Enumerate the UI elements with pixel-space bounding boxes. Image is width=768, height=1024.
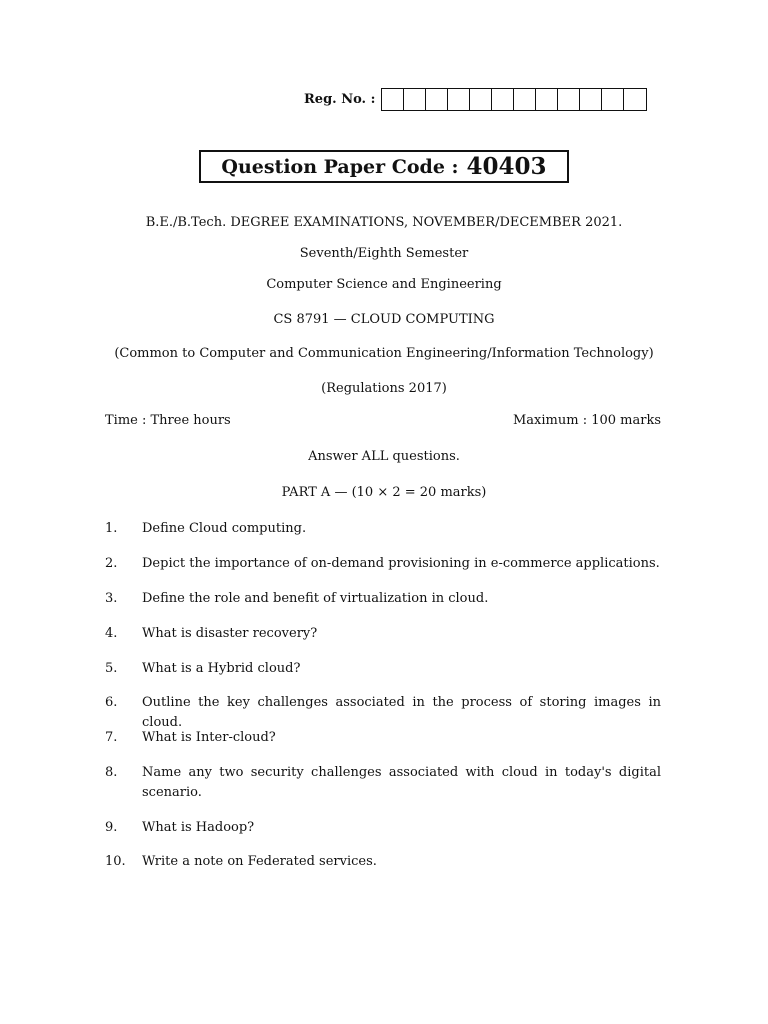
reg-no-digit-box [470, 89, 492, 110]
question-item [105, 659, 661, 679]
reg-no-row [304, 88, 647, 111]
question-item [105, 763, 661, 803]
question-item [105, 693, 661, 733]
question-item [105, 554, 661, 574]
common-to-line: (Common to Computer and Communication Engineering/Information Technology) [114, 346, 654, 361]
question-number: 2. [105, 556, 118, 571]
question-text: Write a note on Federated services. [142, 854, 377, 869]
question-number: 3. [105, 591, 118, 606]
degree-line: B.E./B.Tech. DEGREE EXAMINATIONS, NOVEMBER/DECEMBER 2021. [145, 215, 623, 230]
department-line: Computer Science and Engineering [266, 277, 502, 292]
question-number: 1. [105, 521, 118, 536]
instruction-line: Answer ALL questions. [308, 449, 460, 464]
max-marks-label: Maximum : 100 marks [512, 413, 661, 428]
reg-no-boxes [381, 88, 647, 111]
question-item [105, 624, 661, 644]
reg-no-digit-box [558, 89, 580, 110]
reg-no-digit-box [404, 89, 426, 110]
semester-line: Seventh/Eighth Semester [299, 246, 469, 261]
question-item [105, 852, 661, 872]
question-item [105, 519, 661, 539]
question-item [105, 818, 661, 838]
question-number: 10. [105, 854, 126, 869]
qpc-label: Question Paper Code : [221, 155, 459, 178]
reg-no-digit-box [602, 89, 624, 110]
question-number: 7. [105, 730, 118, 745]
reg-no-digit-box [382, 89, 404, 110]
question-item [105, 589, 661, 609]
reg-no-digit-box [536, 89, 558, 110]
reg-no-digit-box [624, 89, 646, 110]
question-number: 5. [105, 661, 118, 676]
reg-no-digit-box [426, 89, 448, 110]
question-text: Outline the key challenges associated in the process of storing images in cloud. [142, 695, 661, 730]
course-line: CS 8791 — CLOUD COMPUTING [273, 312, 495, 327]
question-number: 9. [105, 820, 118, 835]
question-text: What is disaster recovery? [142, 626, 318, 641]
time-marks-row [105, 413, 661, 428]
question-number: 4. [105, 626, 118, 641]
question-text: Define Cloud computing. [142, 521, 307, 536]
question-paper-code-box [199, 150, 569, 183]
reg-no-digit-box [580, 89, 602, 110]
question-number: 8. [105, 765, 118, 780]
question-text: What is Inter-cloud? [142, 730, 276, 745]
regulations-line: (Regulations 2017) [321, 381, 447, 396]
question-number: 6. [105, 695, 118, 710]
reg-no-digit-box [492, 89, 514, 110]
question-text: Name any two security challenges associated with cloud in today's digital scenario. [142, 765, 661, 800]
reg-no-label: Reg. No. : [304, 92, 376, 107]
time-label: Time : Three hours [105, 413, 231, 428]
question-text: What is Hadoop? [142, 820, 255, 835]
question-item [105, 728, 661, 748]
reg-no-digit-box [514, 89, 536, 110]
question-text: Depict the importance of on-demand provisioning in e-commerce applications. [142, 556, 660, 571]
question-text: What is a Hybrid cloud? [142, 661, 301, 676]
question-text: Define the role and benefit of virtualization in cloud. [142, 591, 489, 606]
qpc-code: 40403 [466, 153, 547, 180]
reg-no-digit-box [448, 89, 470, 110]
part-a-heading: PART A — (10 × 2 = 20 marks) [281, 485, 487, 500]
